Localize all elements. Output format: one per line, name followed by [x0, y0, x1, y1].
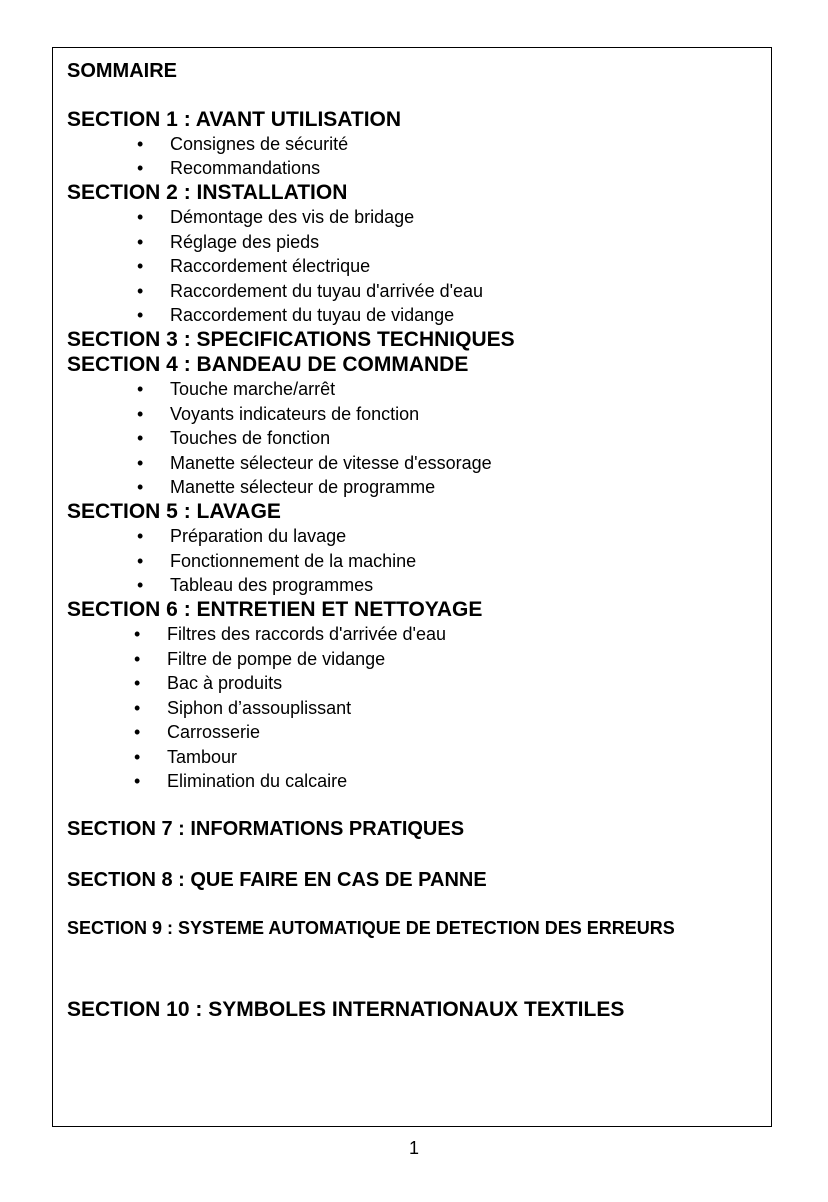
- section-4-heading: SECTION 4 : BANDEAU DE COMMANDE: [67, 353, 469, 376]
- bullet: •: [137, 404, 144, 424]
- bullet: •: [137, 281, 144, 301]
- bullet: •: [134, 771, 141, 791]
- section-5-heading: SECTION 5 : LAVAGE: [67, 500, 281, 523]
- section-1-heading: SECTION 1 : AVANT UTILISATION: [67, 108, 402, 131]
- section-6-item: Filtres des raccords d'arrivée d'eau: [167, 624, 446, 644]
- bullet: •: [137, 477, 144, 497]
- bullet: •: [134, 673, 141, 693]
- section-4-item: Manette sélecteur de programme: [170, 477, 436, 497]
- section-6-item: Bac à produits: [167, 673, 283, 693]
- section-1-item: Consignes de sécurité: [170, 134, 349, 154]
- section-6-item: Siphon d’assouplissant: [167, 698, 352, 718]
- section-2-heading: SECTION 2 : INSTALLATION: [67, 181, 348, 204]
- bullet: •: [137, 305, 144, 325]
- section-10-heading: SECTION 10 : SYMBOLES INTERNATIONAUX TEXTILES: [67, 998, 625, 1021]
- section-8-heading: SECTION 8 : QUE FAIRE EN CAS DE PANNE: [67, 869, 487, 891]
- section-2-item: Raccordement du tuyau d'arrivée d'eau: [170, 281, 484, 301]
- section-4-item: Manette sélecteur de vitesse d'essorage: [170, 453, 492, 473]
- section-4-item: Touches de fonction: [170, 428, 331, 448]
- section-4-item: Touche marche/arrêt: [170, 379, 336, 399]
- bullet: •: [137, 379, 144, 399]
- bullet: •: [134, 722, 141, 742]
- bullet: •: [137, 134, 144, 154]
- bullet: •: [137, 232, 144, 252]
- section-2-item: Raccordement du tuyau de vidange: [170, 305, 455, 325]
- page-title: SOMMAIRE: [67, 60, 177, 82]
- section-2-item: Réglage des pieds: [170, 232, 320, 252]
- section-5-item: Fonctionnement de la machine: [170, 551, 417, 571]
- bullet: •: [137, 158, 144, 178]
- section-6-item: Elimination du calcaire: [167, 771, 348, 791]
- section-1-item: Recommandations: [170, 158, 321, 178]
- section-5-item: Tableau des programmes: [170, 575, 374, 595]
- section-6-item: Tambour: [167, 747, 238, 767]
- bullet: •: [137, 526, 144, 546]
- section-6-heading: SECTION 6 : ENTRETIEN ET NETTOYAGE: [67, 598, 483, 621]
- section-2-item: Démontage des vis de bridage: [170, 207, 415, 227]
- section-2-item: Raccordement électrique: [170, 256, 371, 276]
- section-9-heading: SECTION 9 : SYSTEME AUTOMATIQUE DE DETECTION DES ERREURS: [67, 918, 675, 938]
- section-6-item: Filtre de pompe de vidange: [167, 649, 386, 669]
- bullet: •: [134, 624, 141, 644]
- section-4-item: Voyants indicateurs de fonction: [170, 404, 420, 424]
- bullet: •: [137, 256, 144, 276]
- section-5-item: Préparation du lavage: [170, 526, 347, 546]
- bullet: •: [137, 575, 144, 595]
- bullet: •: [137, 207, 144, 227]
- bullet: •: [134, 649, 141, 669]
- bullet: •: [137, 453, 144, 473]
- page-number: 1: [408, 1138, 419, 1158]
- section-6-item: Carrosserie: [167, 722, 261, 742]
- section-3-heading: SECTION 3 : SPECIFICATIONS TECHNIQUES: [67, 328, 515, 351]
- bullet: •: [134, 747, 141, 767]
- bullet: •: [137, 428, 144, 448]
- section-7-heading: SECTION 7 : INFORMATIONS PRATIQUES: [67, 818, 465, 840]
- bullet: •: [137, 551, 144, 571]
- bullet: •: [134, 698, 141, 718]
